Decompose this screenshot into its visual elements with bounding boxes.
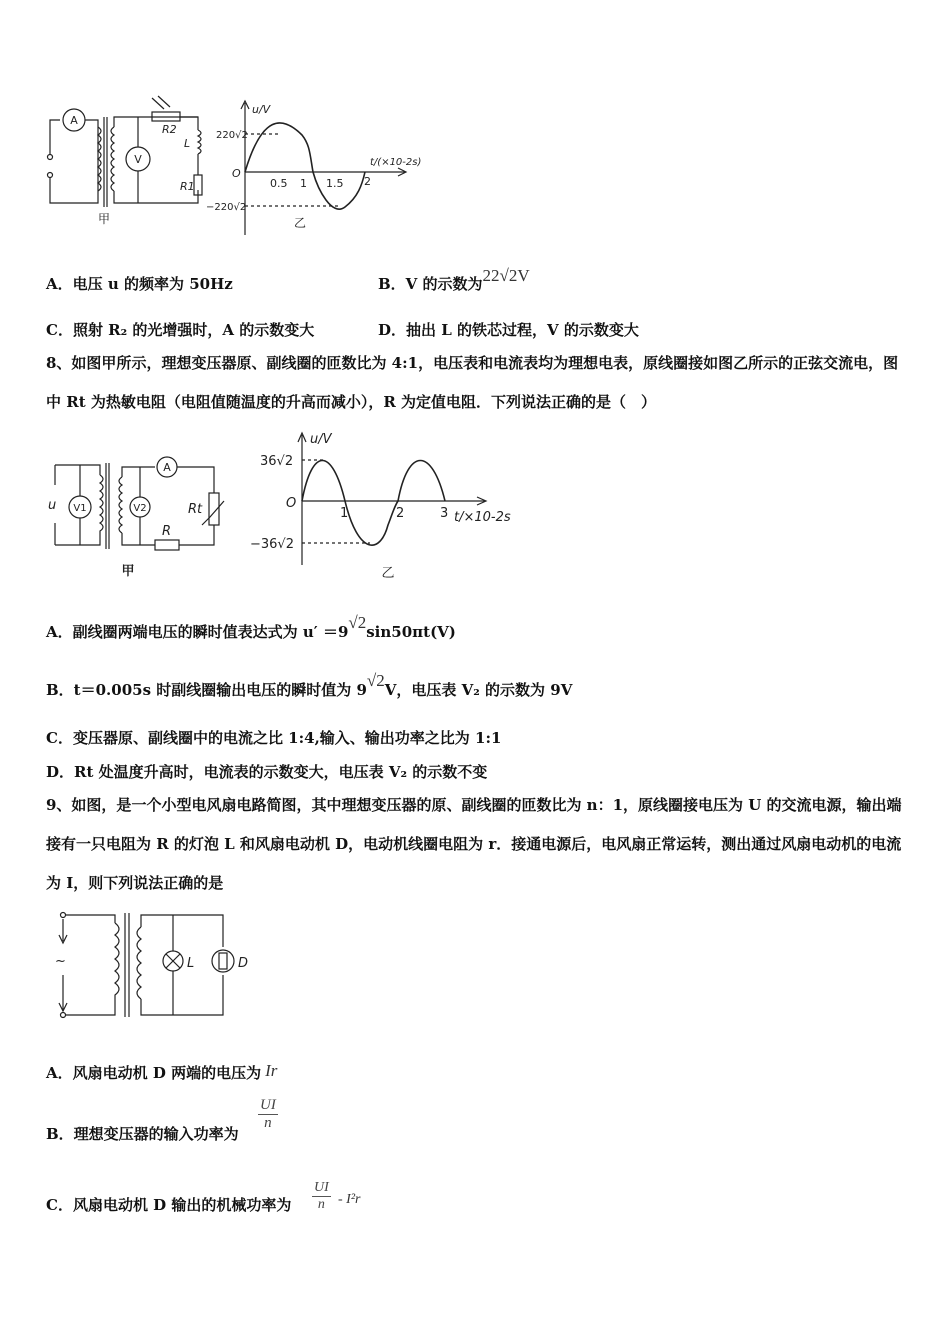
q9-option-b (46, 1124, 239, 1144)
q8-option-b-math: √2 (366, 671, 385, 690)
q7-option-c: C．照射 R₂ 的光增强时，A 的示数变大 (46, 321, 315, 339)
q9-option-b-numerator: UI (260, 1097, 276, 1113)
figure-7-circuit-and-graph (40, 95, 440, 235)
q8-option-b-tail: V，电压表 V₂ 的示数为 9V (384, 681, 573, 699)
fig1-y-min: −220√2 (206, 202, 247, 213)
fig9-source-label: ~ (55, 954, 66, 969)
q8-option-d: D．Rt 处温度升高时，电流表的示数变大，电压表 V₂ 的示数不变 (46, 763, 488, 781)
fig8-origin: O (286, 496, 297, 511)
figure-8-circuit-and-graph (40, 425, 530, 585)
q9-option-c-text: C．风扇电动机 D 输出的机械功率为 (46, 1196, 292, 1214)
q8-stem: 8、如图甲所示，理想变压器原、副线圈的匝数比为 4:1，电压表和电流表均为理想电表，原线圈接如图乙所示的正弦交流电，图中 Rt 为热敏电阻（电阻值随温度的升高而减小），R 为定值电阻．下列说法正确的是（ ） (46, 354, 899, 411)
figure-9-fan-circuit (45, 905, 255, 1025)
fig1-voltmeter-label: V (134, 153, 142, 166)
q8-option-b-text: B．t＝0.005s 时副线圈输出电压的瞬时值为 9 (46, 681, 367, 699)
fig8-u-label: u (48, 498, 57, 513)
q9-option-a-text: A．风扇电动机 D 两端的电压为 (46, 1064, 262, 1082)
fig1-y-axis-label: u/V (252, 103, 271, 116)
q8-option-a-math: √2 (348, 613, 367, 632)
q8-option-c: C．变压器原、副线圈中的电流之比 1:4,输入、输出功率之比为 1:1 (46, 729, 502, 747)
fig8-tick: 1 (340, 506, 349, 521)
fig8-ammeter-label: A (163, 461, 171, 474)
q9-option-a (46, 1063, 277, 1083)
q9-option-a-math: Ir (265, 1061, 278, 1080)
fig8-rt-label: Rt (188, 502, 203, 517)
q7-option-b (378, 266, 530, 294)
fig1-tick: 1.5 (326, 177, 344, 190)
fig9-motor-label: D (238, 956, 249, 971)
fig8-tick: 3 (440, 506, 449, 521)
q7-option-b-text: B．V 的示数为 (378, 275, 483, 293)
fig1-y-max: 220√2 (216, 130, 248, 141)
fig1-tick: 2 (364, 175, 371, 188)
fig1-ammeter-label: A (70, 114, 78, 127)
q7-option-a: A．电压 u 的频率为 50Hz (46, 275, 233, 293)
fig1-x-axis-label: t/(×10-2s) (370, 157, 422, 168)
fig8-x-axis-label: t/×10-2s (454, 510, 511, 525)
q9-stem: 9、如图，是一个小型电风扇电路简图，其中理想变压器的原、副线圈的匝数比为 n：1，原线圈接电压为 U 的交流电源，输出端接有一只电阻为 R 的灯泡 L 和风扇电动机 D，电动机线圈电阻为 r．接通电源后，电风扇正常运转，测出通过风扇电动机的电流为 I，则下列说法正确的是 (46, 796, 902, 892)
fig1-r2-label: R2 (162, 123, 177, 136)
q8-option-a-text: A．副线圈两端电压的瞬时值表达式为 u′ ＝9 (46, 623, 349, 641)
fig8-r-label: R (162, 524, 172, 539)
fig9-lamp-label: L (187, 956, 195, 971)
q9-option-c-denominator: n (317, 1197, 325, 1212)
fig8-y-max: 36√2 (260, 454, 294, 469)
q9-option-c-fraction (312, 1180, 331, 1213)
fig1-tick: 1 (300, 177, 307, 190)
fig1-tick: 0.5 (270, 177, 288, 190)
q9-option-c-numerator: UI (314, 1180, 329, 1195)
fig1-r1-label: R1 (180, 180, 195, 193)
q9-option-b-text: B．理想变压器的输入功率为 (46, 1125, 239, 1143)
fig1-origin: O (232, 167, 241, 180)
fig8-caption-left: 甲 (121, 564, 135, 579)
q7-option-d: D．抽出 L 的铁芯过程，V 的示数变大 (378, 321, 639, 339)
fig1-caption-right: 乙 (294, 216, 307, 230)
fig8-v2-label: V2 (133, 503, 147, 514)
fig8-tick: 2 (396, 506, 405, 521)
q9-option-c-tail: - I²r (338, 1192, 361, 1207)
q8-option-a (46, 613, 456, 642)
fig1-caption-left: 甲 (97, 212, 111, 226)
q9-option-b-fraction (258, 1097, 278, 1132)
q8-option-a-tail: sin50πt(V) (366, 623, 456, 641)
fig8-y-axis-label: u/V (310, 432, 332, 447)
fig1-inductor-label: L (184, 137, 191, 150)
q9-option-b-denominator: n (264, 1115, 272, 1131)
fig8-caption-right: 乙 (381, 566, 395, 581)
fig8-y-min: −36√2 (250, 537, 294, 552)
q7-option-b-math: 22√2V (482, 266, 530, 285)
fig8-v1-label: V1 (73, 503, 87, 514)
q8-option-b (46, 671, 573, 700)
q9-option-c (46, 1195, 291, 1215)
